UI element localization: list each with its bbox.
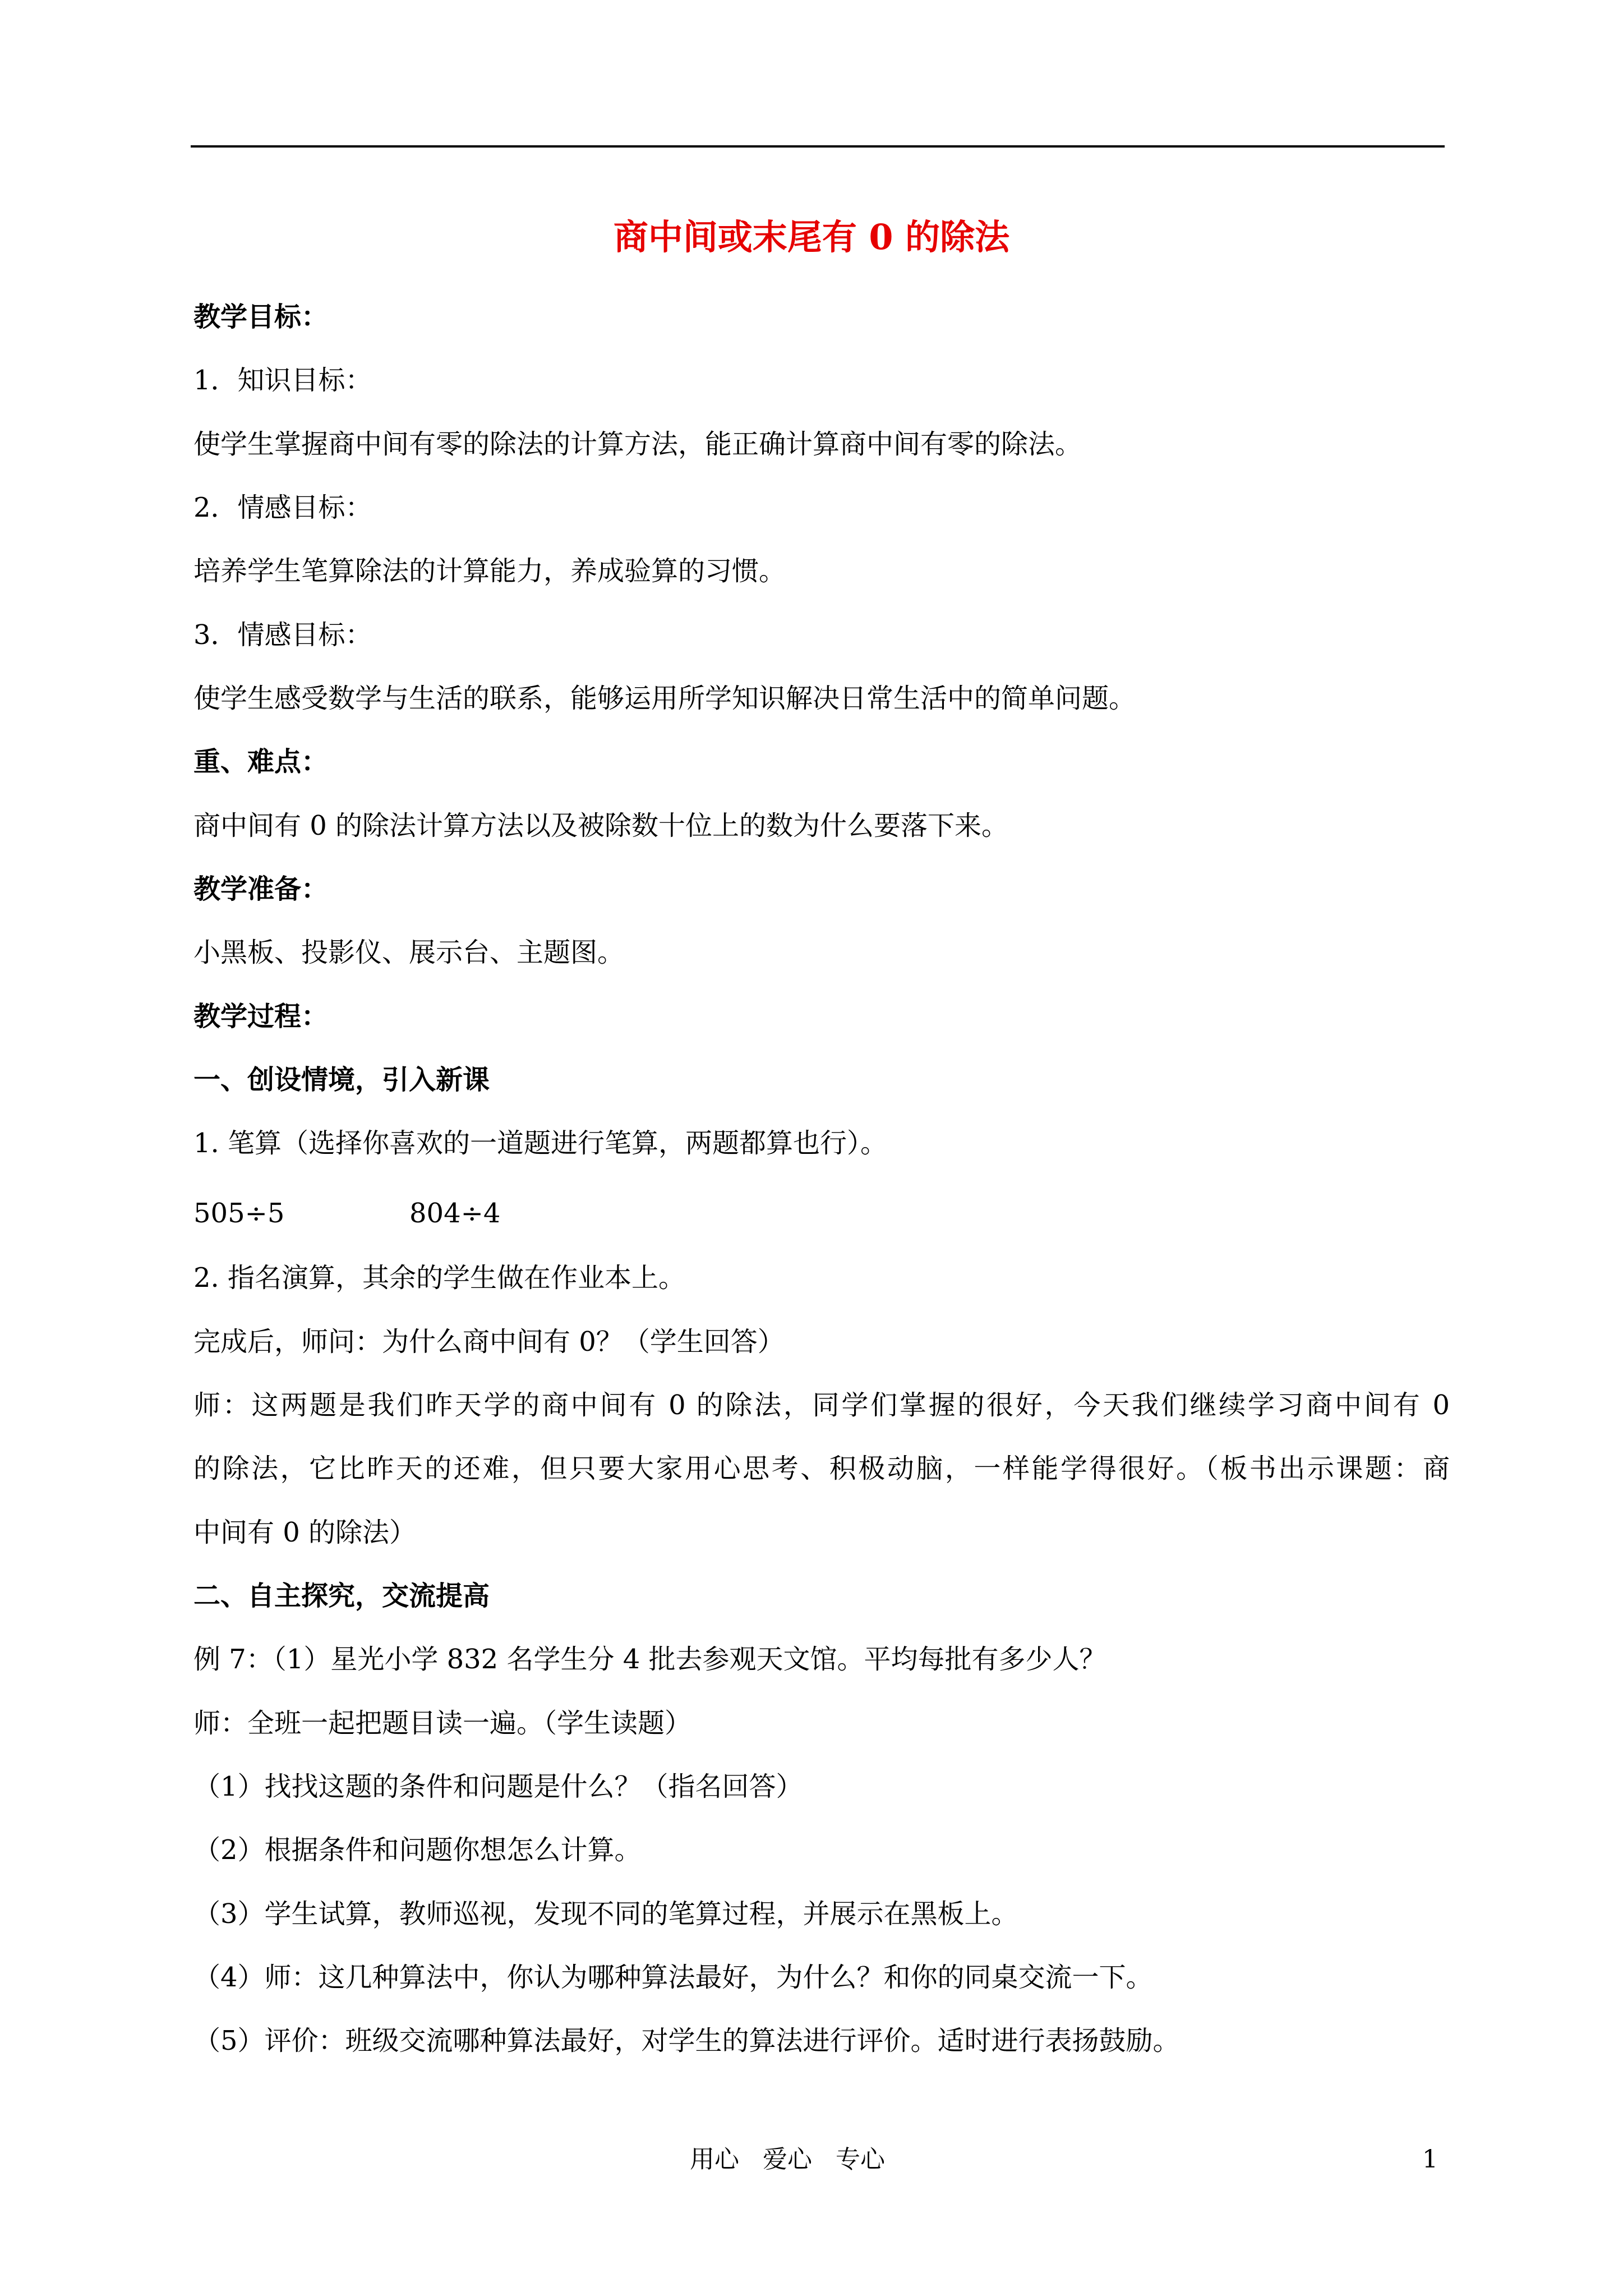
section-1-item-1: 1. 笔算（选择你喜欢的一道题进行笔算，两题都算也行）。	[193, 1128, 888, 1159]
section-2-teacher: 师：全班一起把题目读一遍。（学生读题）	[193, 1708, 692, 1739]
section-2-step-1: （1）找找这题的条件和问题是什么？（指名回答）	[193, 1771, 803, 1802]
calculation-b: 804÷4	[409, 1198, 501, 1229]
section-2-step-5: （5）评价：班级交流哪种算法最好，对学生的算法进行评价。适时进行表扬鼓励。	[193, 2025, 1180, 2056]
objective-1-text: 使学生掌握商中间有零的除法的计算方法，能正确计算商中间有零的除法。	[193, 429, 1082, 460]
header-rule	[191, 145, 1445, 148]
footer-motto: 用心 爱心 专心	[690, 2145, 885, 2174]
objective-2-text: 培养学生笔算除法的计算能力，养成验算的习惯。	[193, 555, 786, 587]
section-2-step-3: （3）学生试算，教师巡视，发现不同的笔算过程，并展示在黑板上。	[193, 1898, 1018, 1930]
objective-2-label: 2．情感目标：	[193, 492, 372, 523]
section-1-heading: 一、创设情境，引入新课	[193, 1064, 490, 1096]
page-number: 1	[1422, 2145, 1438, 2174]
teacher-intro-line-2: 的除法，它比昨天的还难，但只要大家用心思考、积极动脑，一样能学得很好。（板书出示课题：商	[193, 1453, 1450, 1484]
example-7: 例 7：（1）星光小学 832 名学生分 4 批去参观天文馆。平均每批有多少人？	[193, 1644, 1106, 1675]
teacher-intro-line-1: 师：这两题是我们昨天学的商中间有 0 的除法，同学们掌握的很好，今天我们继续学习商中间有 0	[193, 1389, 1450, 1421]
objective-1-label: 1．知识目标：	[193, 365, 372, 396]
section-1-after: 完成后，师问：为什么商中间有 0？（学生回答）	[193, 1326, 785, 1358]
section-2-step-2: （2）根据条件和问题你想怎么计算。	[193, 1834, 642, 1866]
section-2-step-4: （4）师：这几种算法中，你认为哪种算法最好，为什么？和你的同桌交流一下。	[193, 1962, 1153, 1993]
preparation-heading: 教学准备：	[193, 873, 329, 905]
objective-3-label: 3．情感目标：	[193, 619, 372, 651]
preparation-text: 小黑板、投影仪、展示台、主题图。	[193, 937, 625, 968]
page-title: 商中间或末尾有 0 的除法	[613, 217, 1010, 257]
calculation-a: 505÷5	[193, 1198, 285, 1229]
section-1-item-2: 2. 指名演算，其余的学生做在作业本上。	[193, 1262, 686, 1294]
key-points-text: 商中间有 0 的除法计算方法以及被除数十位上的数为什么要落下来。	[193, 810, 1009, 841]
objective-3-text: 使学生感受数学与生活的联系，能够运用所学知识解决日常生活中的简单问题。	[193, 683, 1136, 714]
section-2-heading: 二、自主探究，交流提高	[193, 1580, 490, 1612]
teacher-intro-line-3: 中间有 0 的除法）	[193, 1517, 417, 1548]
process-heading: 教学过程：	[193, 1001, 329, 1032]
objectives-heading: 教学目标：	[193, 301, 329, 333]
key-points-heading: 重、难点：	[193, 746, 329, 777]
